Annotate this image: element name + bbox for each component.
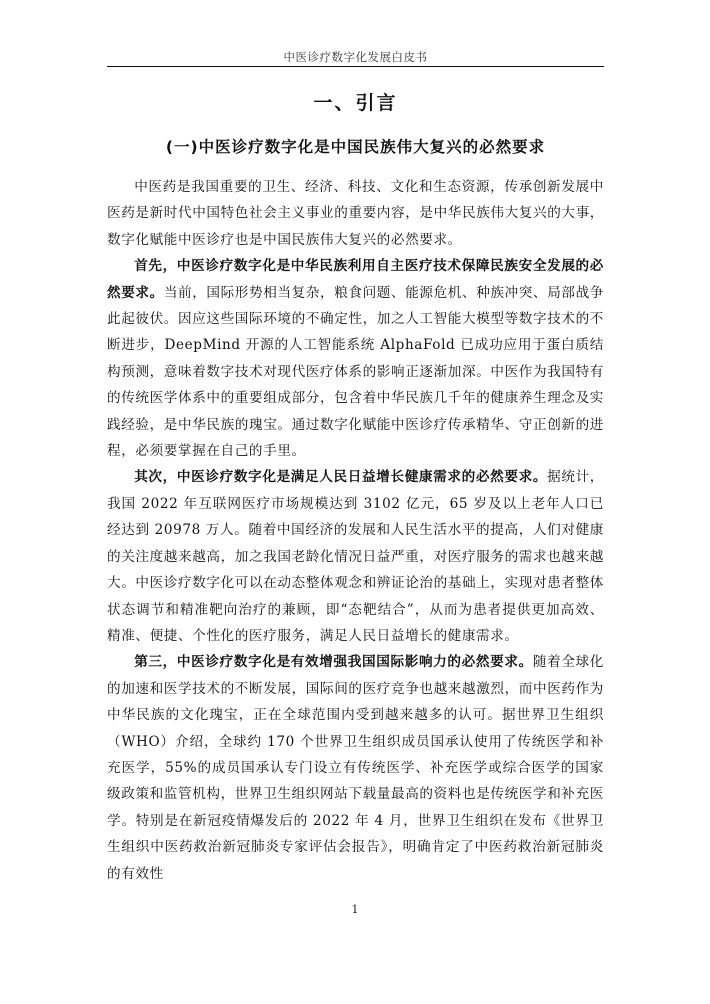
paragraph-text: 随着全球化的加速和医学技术的不断发展，国际间的医疗竞争也越来越激烈，而中医药作为中华民族的文化瑰宝，正在全球范围内受到越来越多的认可。据世界卫生组织（WHO）介绍，全球约 170 个世界卫生组织成员国承认使用了传统医学和补充医学，55%的成员国承认专门设立有传统医学、补充医学或综合医学的国家级政策和监管机构，世界卫生组织网站下载量最高的资料也是传统医学和补充医学。特别是在新冠疫情爆发后的 2022 年 4 月，世界卫生组织在发布《世界卫生组织中医药救治新冠肺炎专家评估会报告》，明确肯定了中医药救治新冠肺炎的有效性 [107,654,604,882]
header-rule [107,66,604,67]
paragraph-lead: 首先，中医诊疗数字化是中华民族利用自主医疗技术保障民族安全发展的必然要求。 [107,258,604,301]
paragraph-lead: 其次，中医诊疗数字化是满足人民日益增长健康需求的必然要求。 [134,469,548,486]
section-heading: 一、引言 [313,92,398,114]
paragraph-third-point [107,649,604,887]
paragraph-lead: 第三，中医诊疗数字化是有效增强我国国际影响力的必然要求。 [134,654,533,671]
paragraph-text: 中医药是我国重要的卫生、经济、科技、文化和生态资源，传承创新发展中医药是新时代中国特色社会主义事业的重要内容，是中华民族伟大复兴的大事，数字化赋能中医诊疗也是中国民族伟大复兴的必然要求。 [107,179,604,248]
running-header: 中医诊疗数字化发展白皮书 [283,50,428,64]
paragraph-first-point [107,253,604,464]
paragraph-text: 据统计，我国 2022 年互联网医疗市场规模达到 3102 亿元，65 岁及以上老年人口已经达到 20978 万人。随着中国经济的发展和人民生活水平的提高，人们对健康的关注度越来越高，加之我国老龄化情况日益严重，对医疗服务的需求也越来越大。中医诊疗数字化可以在动态整体观念和辨证论治的基础上，实现对患者整体状态调节和精准靶向治疗的兼顾，即“态靶结合”，从而为患者提供更加高效、精准、便捷、个性化的医疗服务，满足人民日益增长的健康需求。 [107,469,605,644]
subsection-heading: (一)中医诊疗数字化是中国民族伟大复兴的必然要求 [165,138,546,156]
paragraph-intro [107,174,604,253]
body-text [107,174,604,887]
paragraph-second-point [107,464,604,649]
page-number: 1 [351,903,359,916]
paragraph-text: 当前，国际形势相当复杂，粮食问题、能源危机、种族冲突、局部战争此起彼伏。因应这些国际环境的不确定性，加之人工智能大模型等数字技术的不断进步，DeepMind 开源的人工智能系统 AlphaFold 已成功应用于蛋白质结构预测，意味着数字技术对现代医疗体系的影响正逐渐加深。中医作为我国特有的传统医学体系中的重要组成部分，包含着中华民族几千年的健康养生理念及实践经验，是中华民族的瑰宝。通过数字化赋能中医诊疗传承精华、守正创新的进程，必须要掌握在自己的手里。 [107,284,604,460]
